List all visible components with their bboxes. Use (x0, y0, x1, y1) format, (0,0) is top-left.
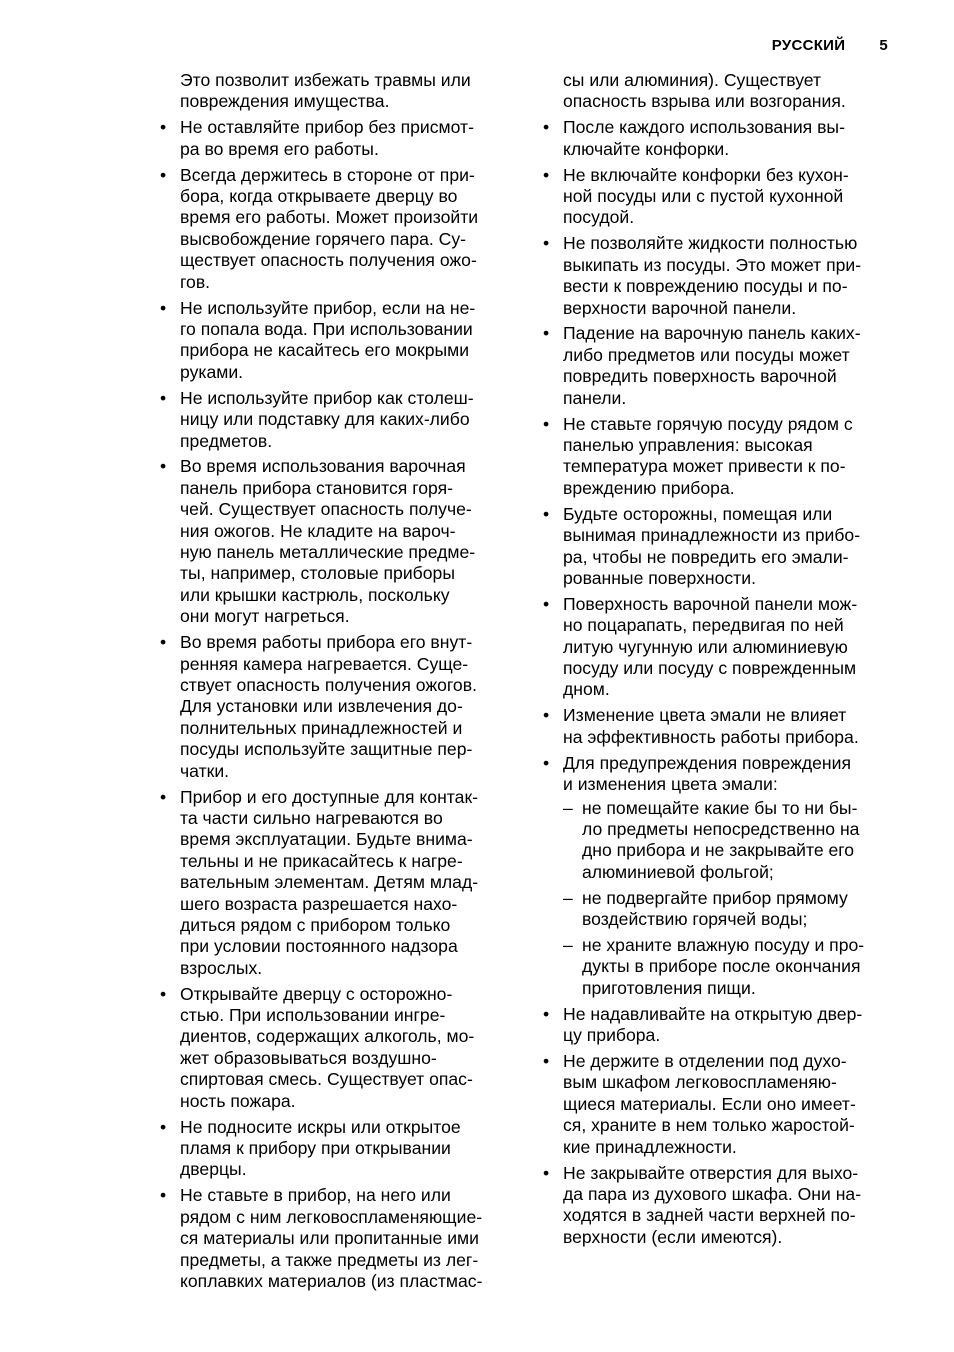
text-line: чей. Существует опасность получе- (180, 499, 472, 520)
text-line: приготовления пищи. (582, 977, 756, 998)
text-line: не подвергайте прибор прямому (582, 887, 848, 908)
dash-item (563, 888, 903, 931)
text-line: ся материалы или пропитанные ими (180, 1228, 479, 1249)
text-line: прибора не касайтесь его мокрыми (180, 340, 470, 361)
text-line: или крышки кастрюль, поскольку (180, 584, 450, 605)
left-column (160, 70, 520, 1297)
text-line: ходятся в задней части верхней по- (563, 1205, 856, 1226)
continuation-paragraph (160, 70, 520, 113)
text-line: дверцы. (180, 1159, 247, 1180)
text-line: ра во время его работы. (180, 138, 379, 159)
bullet-item (160, 117, 520, 160)
text-line: Не позволяйте жидкости полностью (563, 233, 858, 254)
bullet-icon: • (160, 164, 167, 185)
dash-item (563, 935, 903, 999)
text-line: либо предметов или посуды может (563, 344, 850, 365)
text-line: алюминиевой фольгой; (582, 861, 774, 882)
text-line: дном. (563, 679, 610, 700)
bullet-item (543, 233, 903, 319)
text-line: Будьте осторожны, помещая или (563, 503, 833, 524)
bullet-icon: • (543, 593, 550, 614)
bullet-icon: • (160, 1185, 167, 1206)
text-line: панель прибора становится горя- (180, 477, 453, 498)
text-line: да пара из духового шкафа. Они на- (563, 1183, 862, 1204)
bullet-item (160, 1117, 520, 1181)
text-line: жет образовываться воздушно- (180, 1047, 437, 1068)
text-line: на эффективность работы прибора. (563, 726, 859, 747)
bullet-item (160, 1185, 520, 1292)
bullet-icon: • (543, 1050, 550, 1071)
text-line: вреждению прибора. (563, 477, 735, 498)
bullet-icon: • (543, 705, 550, 726)
text-line: не храните влажную посуду и про- (582, 934, 865, 955)
text-line: го попала вода. При использовании (180, 318, 473, 339)
bullet-item (543, 414, 903, 500)
text-line: ной посуды или с пустой кухонной (563, 186, 844, 207)
bullet-icon: • (543, 503, 550, 524)
bullet-item (543, 1051, 903, 1158)
text-line: панелью управления: высокая (563, 435, 813, 455)
bullet-item (543, 1163, 903, 1249)
text-line: Во время использования варочная (180, 456, 466, 477)
text-line: дукты в приборе после окончания (582, 956, 861, 977)
text-line: вынимая принадлежности из прибо- (563, 525, 861, 546)
text-line: Для установки или извлечения до- (180, 696, 463, 717)
text-line: посудой. (563, 207, 635, 228)
bullet-icon: • (160, 983, 167, 1004)
bullet-item (543, 117, 903, 160)
text-line: цу прибора. (563, 1025, 661, 1046)
text-line: при условии постоянного надзора (180, 936, 458, 957)
text-line: коплавких материалов (из пластмас- (180, 1270, 483, 1291)
text-line: кие принадлежности. (563, 1136, 737, 1157)
text-line: предметы, а также предметы из лег- (180, 1249, 479, 1270)
dash-icon: – (563, 887, 573, 908)
bullet-icon: • (160, 1116, 167, 1137)
text-line: вым шкафом легковоспламеняю- (563, 1072, 837, 1093)
text-line: повредить поверхность варочной (563, 366, 837, 387)
text-line: гов. (180, 271, 211, 292)
bullet-item (160, 632, 520, 782)
right-column (543, 70, 903, 1253)
bullet-icon: • (160, 786, 167, 807)
text-line: предметов. (180, 430, 273, 451)
text-line: взрослых. (180, 957, 263, 978)
bullet-icon: • (543, 413, 550, 434)
text-line: ра, чтобы не повредить его эмали- (563, 546, 849, 567)
text-line: верхности варочной панели. (563, 297, 797, 318)
text-line: посуду или посуду с поврежденным (563, 658, 857, 679)
text-line: ренняя камера нагревается. Суще- (180, 653, 469, 674)
bullet-icon: • (160, 297, 167, 318)
text-line: Не закрывайте отверстия для выхо- (563, 1162, 859, 1183)
text-line: Не используйте прибор, если на не- (180, 297, 476, 318)
bullet-icon: • (160, 456, 167, 477)
text-line: Не используйте прибор как столеш- (180, 387, 474, 408)
text-line: полнительных принадлежностей и (180, 717, 463, 738)
text-line: и изменения цвета эмали: (563, 774, 778, 795)
text-line: Не держите в отделении под духо- (563, 1050, 847, 1071)
text-line: дно прибора и не закрывайте его (582, 840, 855, 861)
text-line: ния ожогов. Не кладите на вароч- (180, 520, 456, 541)
text-line: пламя к прибору при открывании (180, 1138, 451, 1158)
text-line: рядом с ним легковоспламеняющие- (180, 1206, 483, 1227)
bullet-item (160, 298, 520, 384)
bullet-item (543, 705, 903, 748)
text-line: повреждения имущества. (180, 91, 390, 112)
text-line: литую чугунную или алюминиевую (563, 636, 848, 657)
text-line: Падение на варочную панель каких- (563, 323, 861, 344)
page-number: 5 (879, 37, 888, 54)
bullet-icon: • (543, 233, 550, 254)
text-line: Прибор и его доступные для контак- (180, 786, 479, 807)
text-line: ключайте конфорки. (563, 138, 730, 159)
text-line: После каждого использования вы- (563, 117, 845, 138)
text-line: Это позволит избежать травмы или (180, 70, 471, 90)
bullet-item (160, 388, 520, 452)
bullet-item (543, 165, 903, 229)
text-line: ществует опасность получения ожо- (180, 250, 477, 271)
text-line: они могут нагреться. (180, 606, 350, 627)
bullet-item (543, 1004, 903, 1047)
language-label: РУССКИЙ (771, 37, 846, 54)
text-line: верхности (если имеются). (563, 1226, 783, 1247)
text-line: Для предупреждения повреждения (563, 752, 851, 773)
bullet-item (543, 323, 903, 409)
text-line: Всегда держитесь в стороне от при- (180, 164, 475, 185)
dash-item (563, 798, 903, 884)
bullet-icon: • (160, 117, 167, 138)
text-line: но поцарапать, передвигая по ней (563, 615, 844, 636)
dash-icon: – (563, 797, 573, 818)
text-line: Не оставляйте прибор без присмот- (180, 117, 474, 138)
text-line: диться рядом с прибором только (180, 914, 451, 935)
text-line: Поверхность варочной панели мож- (563, 593, 858, 614)
text-line: не помещайте какие бы то ни бы- (582, 797, 858, 818)
text-line: спиртовая смесь. Существует опас- (180, 1069, 473, 1090)
text-line: ность пожара. (180, 1090, 296, 1111)
text-line: Во время работы прибора его внут- (180, 632, 473, 653)
bullet-item (160, 456, 520, 627)
page-header (772, 37, 888, 54)
text-line: опасность взрыва или возгорания. (563, 91, 846, 112)
text-line: чатки. (180, 760, 230, 781)
text-line: тельны и не прикасайтесь к нагре- (180, 850, 463, 871)
bullet-icon: • (160, 632, 167, 653)
dash-icon: – (563, 934, 573, 955)
text-line: Изменение цвета эмали не влияет (563, 705, 847, 726)
bullet-item (543, 594, 903, 701)
text-line: ты, например, столовые приборы (180, 563, 455, 584)
text-line: ную панель металлические предме- (180, 542, 476, 563)
bullet-item (160, 984, 520, 1112)
text-line: Не ставьте в прибор, на него или (180, 1185, 451, 1206)
text-line: Не ставьте горячую посуду рядом с (563, 413, 853, 434)
text-line: вести к повреждению посуды и по- (563, 276, 848, 297)
text-line: посуды используйте защитные пер- (180, 739, 473, 760)
dash-list (563, 798, 903, 1000)
bullet-icon: • (543, 1003, 550, 1024)
bullet-icon: • (543, 752, 550, 773)
text-line: Не надавливайте на открытую двер- (563, 1003, 863, 1024)
text-line: вательным элементам. Детям млад- (180, 872, 479, 893)
text-line: время его работы. Может произойти (180, 207, 479, 228)
text-line: панели. (563, 387, 627, 408)
bullet-item (160, 165, 520, 293)
text-line: рованные поверхности. (563, 567, 756, 588)
text-line: время эксплуатации. Будьте внима- (180, 829, 473, 850)
text-line: руками. (180, 361, 244, 382)
text-line: Не подносите искры или открытое (180, 1116, 461, 1137)
text-line: Открывайте дверцу с осторожно- (180, 983, 453, 1004)
continuation-paragraph (543, 70, 903, 113)
text-line: ло предметы непосредственно на (582, 818, 860, 839)
text-line: ся, храните в нем только жаростой- (563, 1115, 855, 1136)
text-line: воздействию горячей воды; (582, 909, 808, 930)
text-line: Не включайте конфорки без кухон- (563, 164, 849, 185)
text-line: ствует опасность получения ожогов. (180, 674, 477, 695)
text-line: бора, когда открываете дверцу во (180, 186, 458, 207)
bullet-item (543, 753, 903, 999)
text-line: щиеся материалы. Если оно имеет- (563, 1093, 856, 1114)
text-line: диентов, содержащих алкоголь, мо- (180, 1026, 475, 1047)
bullet-item (160, 787, 520, 980)
bullet-icon: • (543, 1162, 550, 1183)
text-line: шего возраста разрешается нахо- (180, 893, 458, 914)
bullet-icon: • (160, 387, 167, 408)
text-line: та части сильно нагреваются во (180, 807, 443, 828)
text-line: температура может привести к по- (563, 456, 846, 477)
bullet-icon: • (543, 164, 550, 185)
text-line: высвобождение горячего пара. Су- (180, 228, 467, 249)
text-line: сы или алюминия). Существует (563, 70, 822, 90)
bullet-icon: • (543, 117, 550, 138)
text-line: стью. При использовании ингре- (180, 1005, 446, 1026)
text-line: ницу или подставку для каких-либо (180, 409, 470, 430)
bullet-item (543, 504, 903, 590)
bullet-icon: • (543, 323, 550, 344)
text-line: выкипать из посуды. Это может при- (563, 254, 862, 275)
